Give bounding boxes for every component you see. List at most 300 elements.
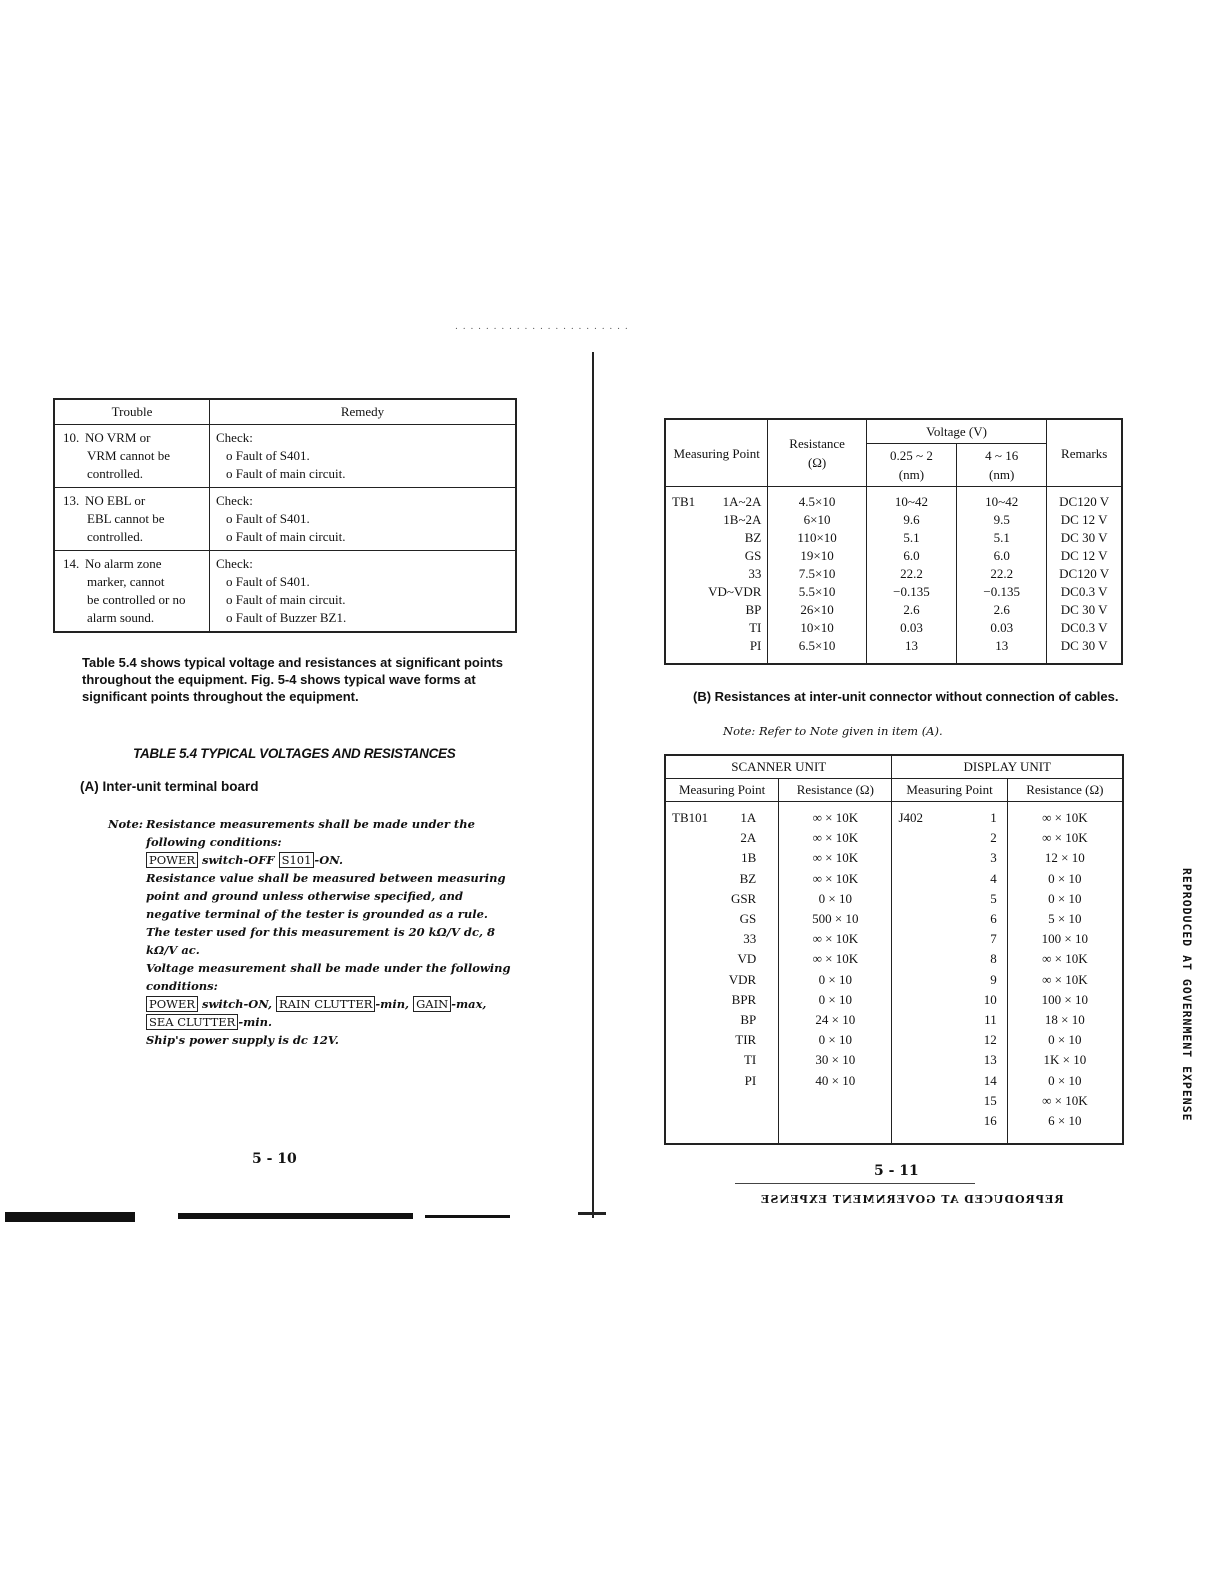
s101-key: S101 [279,852,315,868]
table-row [665,565,1122,583]
table-row [665,1050,1123,1070]
note-line-3: The tester used for this measurement is 20 kΩ/V dc, 8 kΩ/V ac. [146,925,495,957]
display-point: 16 [983,1113,997,1129]
display-point: 4 [990,870,997,886]
trouble-text: No alarm zone [85,556,162,571]
point-value: 1B~2A [723,512,762,527]
spacer-cell [892,1131,1007,1144]
scanner-res-cell [779,929,892,949]
trouble-text: marker, cannot [87,574,165,589]
display-point-cell [892,869,1007,889]
display-col-res: Resistance (Ω) [1007,779,1123,802]
scanner-res: 0 × 10 [818,890,853,906]
side-stamp: REPRODUCED AT GOVERNMENT EXPENSE [1180,868,1194,1122]
display-res: 6 × 10 [1048,1113,1082,1129]
v2-cell: 9.5 [957,511,1047,529]
note-label: Note: [108,817,144,831]
point-value: GS [744,548,762,563]
display-res-cell [1007,970,1123,990]
trouble-first-line [63,429,203,447]
point-cell [665,565,768,583]
point-value: BZ [744,530,762,545]
v2-cell: 10~42 [957,487,1047,512]
v1-cell: 13 [866,637,956,655]
display-point: 12 [983,1032,997,1048]
scanner-point-cell [665,802,779,829]
scanner-point: BPR [731,991,757,1007]
resistance-cell: 19×10 [768,547,866,565]
scanner-res: ∞ × 10K [812,870,859,886]
display-res-cell [1007,802,1123,829]
point-value: 1A~2A [722,494,762,509]
scanner-res: ∞ × 10K [812,830,859,846]
display-res: 18 × 10 [1044,1012,1085,1028]
remedy-item: o Fault of Buzzer BZ1. [216,609,509,627]
point-cell [665,487,768,512]
note-line-2: Resistance value shall be measured between measuring point and ground unless otherwise specified, and negative terminal of the tester is grounded as a rule. [146,871,506,921]
col-resistance: Resistance (Ω) [768,419,866,487]
scanner-res-cell [779,949,892,969]
spacer-cell [768,655,866,664]
check-label: Check: [216,430,253,445]
point-cell [665,637,768,655]
table-row [665,828,1123,848]
trouble-cell [54,425,210,488]
display-point: 10 [983,991,997,1007]
col-range-2: 4 ~ 16 (nm) [957,444,1047,487]
scanner-point-cell [665,929,779,949]
display-res: 0 × 10 [1048,1032,1082,1048]
display-point: 7 [990,931,997,947]
display-point-cell [892,1111,1007,1131]
display-res: 0 × 10 [1048,890,1082,906]
trouble-text: controlled. [87,466,143,481]
table-row [665,529,1122,547]
scanner-point-cell [665,1071,779,1091]
scanner-res: ∞ × 10K [812,951,859,967]
col-header-remedy: Remedy [210,399,517,425]
v2-cell: 6.0 [957,547,1047,565]
scanner-point: 1A [740,810,757,825]
display-point: 13 [983,1052,997,1068]
display-point: 14 [983,1072,997,1088]
scanner-res-cell [779,970,892,990]
scanner-res: 24 × 10 [815,1012,856,1028]
display-point-cell [892,1010,1007,1030]
table-row [665,990,1123,1010]
scanner-res: 40 × 10 [815,1072,856,1088]
power-key: POWER [146,852,198,868]
scanner-point-cell [665,869,779,889]
table-row [665,848,1123,868]
table-row [665,929,1123,949]
col-header-trouble: Trouble [54,399,210,425]
note-line-controls: POWER switch-ON, RAIN CLUTTER -min, GAIN -max, [146,995,516,1013]
spacer-cell [957,655,1047,664]
table-row [665,909,1123,929]
display-res-cell [1007,1111,1123,1131]
display-res-cell [1007,990,1123,1010]
display-point-cell [892,990,1007,1010]
col-remarks: Remarks [1047,419,1122,487]
v2-cell: 0.03 [957,619,1047,637]
gain-key: GAIN [413,996,451,1012]
table-row [665,583,1122,601]
display-res: ∞ × 10K [1042,810,1088,825]
scanner-col-point: Measuring Point [665,779,779,802]
resistance-cell: 26×10 [768,601,866,619]
col-measuring-point: Measuring Point [665,419,768,487]
scanner-point-cell [665,970,779,990]
scanner-res-cell [779,1091,892,1111]
display-res-cell [1007,1030,1123,1050]
display-label: J402 [898,810,924,825]
trouble-cell [54,551,210,633]
v1-cell: −0.135 [866,583,956,601]
display-point-cell [892,909,1007,929]
v1-cell: 5.1 [866,529,956,547]
scanner-point: GSR [730,890,757,906]
v2-cell: −0.135 [957,583,1047,601]
rain-clutter-key: RAIN CLUTTER [276,996,375,1012]
table-row [665,949,1123,969]
trouble-cell [54,488,210,551]
table-row [54,551,516,633]
remedy-item: o Fault of main circuit. [216,591,509,609]
spacer-cell [665,655,768,664]
remarks-cell: DC120 V [1047,487,1122,512]
scanner-point-cell [665,1091,779,1111]
note-line-4: Voltage measurement shall be made under the following conditions: [146,961,511,993]
trouble-first-line [63,492,203,510]
scanner-res-cell [779,909,892,929]
voltage-resistance-table [664,418,1123,665]
display-point: 15 [983,1092,997,1108]
point-cell [665,583,768,601]
remedy-cell [210,551,517,633]
scanner-res-cell [779,1071,892,1091]
remarks-cell: DC 30 V [1047,601,1122,619]
v1-cell: 2.6 [866,601,956,619]
remedy-item: o Fault of main circuit. [216,528,509,546]
scan-bar-3 [425,1215,510,1218]
trouble-number: 10. [63,430,80,445]
display-point-cell [892,1091,1007,1111]
v2-cell: 5.1 [957,529,1047,547]
display-point: 9 [990,971,997,987]
scanner-point: TIR [735,1032,757,1048]
mirrored-stamp: REPRODUCED AT GOVERNMENT EXPENSE [760,1193,1064,1206]
scanner-point-cell [665,848,779,868]
table-row [665,1010,1123,1030]
point-cell [665,619,768,637]
scanner-point: VD [737,951,757,967]
sea-clutter-key: SEA CLUTTER [146,1014,238,1030]
scanner-point-cell [665,990,779,1010]
scanner-res-cell [779,828,892,848]
v2-cell: 13 [957,637,1047,655]
display-res-cell [1007,929,1123,949]
check-label: Check: [216,556,253,571]
spacer-cell [1007,1131,1123,1144]
table-row [665,1111,1123,1131]
table-row [665,487,1122,512]
table-row-spacer [665,1131,1123,1144]
scan-bar-2 [178,1213,413,1219]
scanner-point: 1B [741,850,757,866]
display-point-cell [892,1071,1007,1091]
display-res-cell [1007,828,1123,848]
scanner-point-cell [665,1010,779,1030]
scanner-unit-header: SCANNER UNIT [665,755,892,779]
scanner-res-cell [779,869,892,889]
table-row [665,619,1122,637]
display-point: 6 [990,911,997,927]
display-point: 1 [990,810,997,825]
point-cell [665,601,768,619]
trouble-text: alarm sound. [87,610,155,625]
col-voltage: Voltage (V) [866,419,1047,444]
scanner-point: 2A [740,830,757,846]
display-point-cell [892,802,1007,829]
v2-cell: 22.2 [957,565,1047,583]
v1-cell: 0.03 [866,619,956,637]
display-res: 100 × 10 [1041,931,1089,947]
section-a-heading: (A) Inter-unit terminal board [80,779,259,794]
remarks-cell: DC0.3 V [1047,583,1122,601]
remarks-cell: DC 30 V [1047,637,1122,655]
table-row-spacer [665,655,1122,664]
remedy-item: o Fault of main circuit. [216,465,509,483]
table-row [665,547,1122,565]
scanner-point: BP [740,1012,757,1028]
point-value: BP [745,602,762,617]
point-value: VD~VDR [708,584,762,599]
display-point: 5 [990,890,997,906]
scanner-point-cell [665,1111,779,1131]
scanner-res-cell [779,848,892,868]
scanner-res: 0 × 10 [818,971,853,987]
scanner-res-cell [779,1010,892,1030]
table-row [665,869,1123,889]
trouble-first-line [63,555,203,573]
spacer-cell [866,655,956,664]
display-res: 0 × 10 [1048,1072,1082,1088]
scanner-point-cell [665,1050,779,1070]
scanner-res: 0 × 10 [818,991,853,1007]
table-row [54,488,516,551]
resistance-cell: 5.5×10 [768,583,866,601]
page-divider [592,352,594,1218]
scanner-point: 33 [743,931,757,947]
note-line-5: Ship's power supply is dc 12V. [146,1033,339,1047]
scanner-res-cell [779,1050,892,1070]
scanner-res: 30 × 10 [815,1052,856,1068]
display-res-cell [1007,909,1123,929]
group-label: TB1 [672,494,696,509]
trouble-text: EBL cannot be [87,511,165,526]
resistance-cell: 10×10 [768,619,866,637]
v1-cell: 10~42 [866,487,956,512]
table-row [665,1091,1123,1111]
scanner-res-cell [779,889,892,909]
resistance-cell: 7.5×10 [768,565,866,583]
display-res-cell [1007,848,1123,868]
resistance-cell: 4.5×10 [768,487,866,512]
col-range-1: 0.25 ~ 2 (nm) [866,444,956,487]
spacer-cell [779,1131,892,1144]
table-row [665,637,1122,655]
scanner-res: 0 × 10 [818,1032,853,1048]
resistance-cell: 6×10 [768,511,866,529]
v1-cell: 22.2 [866,565,956,583]
trouble-text: controlled. [87,529,143,544]
scanner-label: TB101 [672,810,709,825]
display-point-cell [892,1050,1007,1070]
header-smudge: . . . . . . . . . . . . . . . . . . . . . . . [455,322,629,332]
display-point-cell [892,828,1007,848]
point-value: 33 [748,566,762,581]
v1-cell: 6.0 [866,547,956,565]
scanner-res-cell [779,990,892,1010]
table-row [665,511,1122,529]
display-res: ∞ × 10K [1042,971,1088,987]
display-point-cell [892,970,1007,990]
trouble-number: 14. [63,556,80,571]
table-row [665,601,1122,619]
note-line-switch: POWER switch-OFF S101 -ON. [146,851,516,869]
note-b: Note: Refer to Note given in item (A). [723,724,943,738]
trouble-text: be controlled or no [87,592,186,607]
table-row [665,802,1123,829]
table-row [665,889,1123,909]
scanner-point-cell [665,1030,779,1050]
scanner-res: ∞ × 10K [812,931,859,947]
display-res-cell [1007,1071,1123,1091]
display-res: ∞ × 10K [1042,830,1088,846]
intro-paragraph: Table 5.4 shows typical voltage and resistances at significant points throughout the equipment. Fig. 5-4 shows typical wave forms at significant points throughout the equipment. [82,655,503,704]
v1-cell: 9.6 [866,511,956,529]
remarks-cell: DC 30 V [1047,529,1122,547]
remedy-item: o Fault of S401. [216,510,509,528]
display-unit-header: DISPLAY UNIT [892,755,1123,779]
display-res-cell [1007,949,1123,969]
point-cell [665,511,768,529]
remarks-cell: DC 12 V [1047,511,1122,529]
remedy-item: o Fault of S401. [216,447,509,465]
note-line-sea: SEA CLUTTER -min. [146,1013,516,1031]
remedy-item: o Fault of S401. [216,573,509,591]
page-divider-foot [578,1212,606,1215]
table-row [665,1071,1123,1091]
display-res: 1K × 10 [1043,1052,1087,1068]
scanner-point: BZ [739,870,757,886]
spacer-cell [1047,655,1122,664]
trouble-remedy-table [53,398,517,633]
trouble-text: NO EBL or [85,493,146,508]
spacer-cell [665,1131,779,1144]
scan-bar-1 [5,1212,135,1222]
connector-resistance-table [664,754,1124,1145]
display-res-cell [1007,1010,1123,1030]
scanner-res-cell [779,1030,892,1050]
remarks-cell: DC0.3 V [1047,619,1122,637]
check-label: Check: [216,493,253,508]
display-res: 5 × 10 [1048,911,1082,927]
display-point-cell [892,949,1007,969]
table-row [54,425,516,488]
scanner-point-cell [665,889,779,909]
resistance-cell: 6.5×10 [768,637,866,655]
display-res-cell [1007,889,1123,909]
remarks-cell: DC 12 V [1047,547,1122,565]
remedy-cell [210,425,517,488]
scanner-point-cell [665,828,779,848]
note-conditions [108,815,518,1047]
display-point: 8 [990,951,997,967]
display-point-cell [892,889,1007,909]
display-res: ∞ × 10K [1042,1092,1088,1108]
display-res: 100 × 10 [1041,991,1089,1007]
display-point-cell [892,848,1007,868]
scanner-res-cell [779,802,892,829]
page-number-rule [735,1183,975,1184]
scanner-point: PI [744,1072,757,1088]
display-point-cell [892,1030,1007,1050]
trouble-text: NO VRM or [85,430,151,445]
table-row [665,1030,1123,1050]
display-res-cell [1007,1091,1123,1111]
resistance-cell: 110×10 [768,529,866,547]
point-cell [665,529,768,547]
display-res: 12 × 10 [1044,850,1085,866]
page-number-left: 5 - 10 [252,1151,297,1167]
scanner-res: ∞ × 10K [812,850,859,866]
scanner-point-cell [665,909,779,929]
scanner-point: TI [743,1052,757,1068]
scanner-col-res: Resistance (Ω) [779,779,892,802]
point-value: TI [749,620,762,635]
scanner-point-cell [665,949,779,969]
display-res-cell [1007,869,1123,889]
display-res-cell [1007,1050,1123,1070]
trouble-number: 13. [63,493,80,508]
remarks-cell: DC120 V [1047,565,1122,583]
note-line-1: Resistance measurements shall be made under the following conditions: [146,817,475,849]
scanner-res: ∞ × 10K [812,810,859,825]
display-point-cell [892,929,1007,949]
display-res: ∞ × 10K [1042,951,1088,967]
display-res: 0 × 10 [1048,870,1082,886]
point-cell [665,547,768,565]
table-title: TABLE 5.4 TYPICAL VOLTAGES AND RESISTANCES [133,746,456,761]
display-point: 11 [984,1012,997,1028]
v2-cell: 2.6 [957,601,1047,619]
scanner-res: 500 × 10 [812,911,859,927]
page-number-right: 5 - 11 [874,1163,919,1179]
table-row [665,970,1123,990]
power-key-2: POWER [146,996,198,1012]
trouble-text: VRM cannot be [87,448,171,463]
scanner-point: VDR [728,971,757,987]
point-value: PI [749,638,762,653]
display-point: 2 [990,830,997,846]
remedy-cell [210,488,517,551]
display-col-point: Measuring Point [892,779,1007,802]
scanner-point: GS [739,911,757,927]
display-point: 3 [990,850,997,866]
section-b-heading: (B) Resistances at inter-unit connector without connection of cables. [693,689,1119,704]
